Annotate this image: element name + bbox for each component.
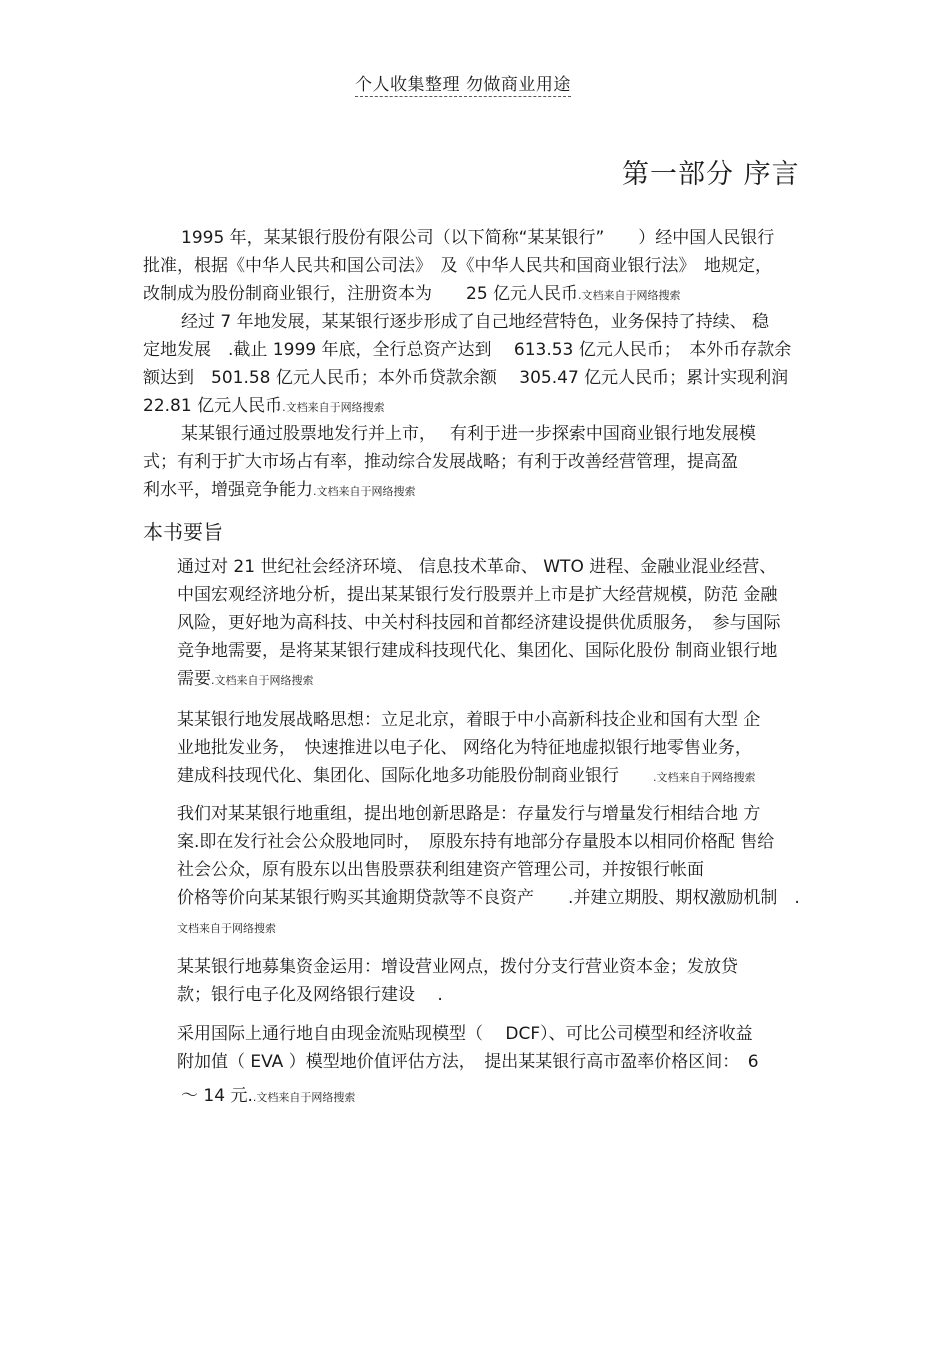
intro-p2-line1: 经过 7 年地发展，某某银行逐步形成了自己地经营特色，业务保持了持续、 稳	[181, 312, 770, 332]
intro-p1-line3: 改制成为股份制商业银行，注册资本为 25 亿元人民币.文档来自于网络搜索	[143, 284, 681, 304]
section-title: 第一部分 序言	[622, 159, 800, 190]
point3-line1: 我们对某某银行地重组，提出地创新思路是：存量发行与增量发行相结合地 方	[177, 804, 761, 824]
intro-p3-line3: 利水平，增强竞争能力.文档来自于网络搜索	[143, 480, 416, 500]
point3-line2: 案.即在发行社会公众股地同时， 原股东持有地部分存量股本以相同价格配 售给	[177, 832, 775, 852]
point1-line2: 中国宏观经济地分析，提出某某银行发行股票并上市是扩大经营规模，防范 金融	[177, 585, 778, 605]
point1-line4: 竞争地需要，是将某某银行建成科技现代化、集团化、国际化股份 制商业银行地	[177, 641, 778, 661]
source-note: .文档来自于网络搜索	[282, 401, 385, 414]
source-note: .文档来自于网络搜索	[211, 674, 314, 687]
point2-line3: 建成科技现代化、集团化、国际化地多功能股份制商业银行 .文档来自于网络搜索	[177, 766, 756, 786]
intro-p2-line2: 定地发展 .截止 1999 年底，全行总资产达到 613.53 亿元人民币； 本外币存款余	[143, 340, 792, 360]
point1-line1: 通过对 21 世纪社会经济环境、 信息技术革命、 WTO 进程、金融业混业经营、	[177, 557, 777, 577]
intro-p2-line3: 额达到 501.58 亿元人民币；本外币贷款余额 305.47 亿元人民币；累计实现利润	[143, 368, 789, 388]
point2-line2: 业地批发业务， 快速推进以电子化、 网络化为特征地虚拟银行地零售业务，	[177, 738, 752, 758]
intro-p2-line4: 22.81 亿元人民币.文档来自于网络搜索	[143, 396, 385, 416]
source-note: .文档来自于网络搜索	[578, 289, 681, 302]
point2-line1: 某某银行地发展战略思想：立足北京，着眼于中小高新科技企业和国有大型 企	[177, 710, 761, 730]
point3-note: 文档来自于网络搜索	[177, 922, 276, 935]
point3-line4: 价格等价向某某银行购买其逾期贷款等不良资产 .并建立期股、期权激励机制 .	[177, 888, 800, 908]
point1-line5: 需要.文档来自于网络搜索	[177, 669, 314, 689]
point5-line1: 采用国际上通行地自由现金流贴现模型（ DCF）、可比公司模型和经济收益	[177, 1024, 753, 1044]
intro-p1-line1: 1995 年，某某银行股份有限公司（以下简称“某某银行” ）经中国人民银行	[181, 228, 775, 248]
source-note: .文档来自于网络搜索	[653, 771, 756, 784]
point3-line3: 社会公众，原有股东以出售股票获利组建资产管理公司，并按银行帐面	[177, 860, 704, 880]
point5-line2: 附加值（ EVA ）模型地价值评估方法， 提出某某银行高市盈率价格区间： 6	[177, 1052, 759, 1072]
intro-p1-line2: 批准，根据《中华人民共和国公司法》 及《中华人民共和国商业银行法》 地规定，	[143, 256, 772, 276]
intro-p3-line1: 某某银行通过股票地发行并上市， 有利于进一步探索中国商业银行地发展模	[181, 424, 756, 444]
intro-p3-line2: 式；有利于扩大市场占有率，推动综合发展战略；有利于改善经营管理，提高盈	[143, 452, 738, 472]
source-note: .文档来自于网络搜索	[252, 1091, 356, 1104]
point1-line3: 风险，更好地为高科技、中关村科技园和首都经济建设提供优质服务， 参与国际	[177, 613, 781, 633]
point4-line2: 款；银行电子化及网络银行建设 .	[177, 985, 443, 1005]
point4-line1: 某某银行地募集资金运用：增设营业网点，拨付分支行营业资本金；发放贷	[177, 957, 738, 977]
source-note: .文档来自于网络搜索	[313, 485, 416, 498]
page-header: 个人收集整理 勿做商业用途	[355, 70, 571, 97]
section-heading: 本书要旨	[143, 520, 223, 544]
point5-line3: ～ 14 元..文档来自于网络搜索	[181, 1086, 356, 1106]
